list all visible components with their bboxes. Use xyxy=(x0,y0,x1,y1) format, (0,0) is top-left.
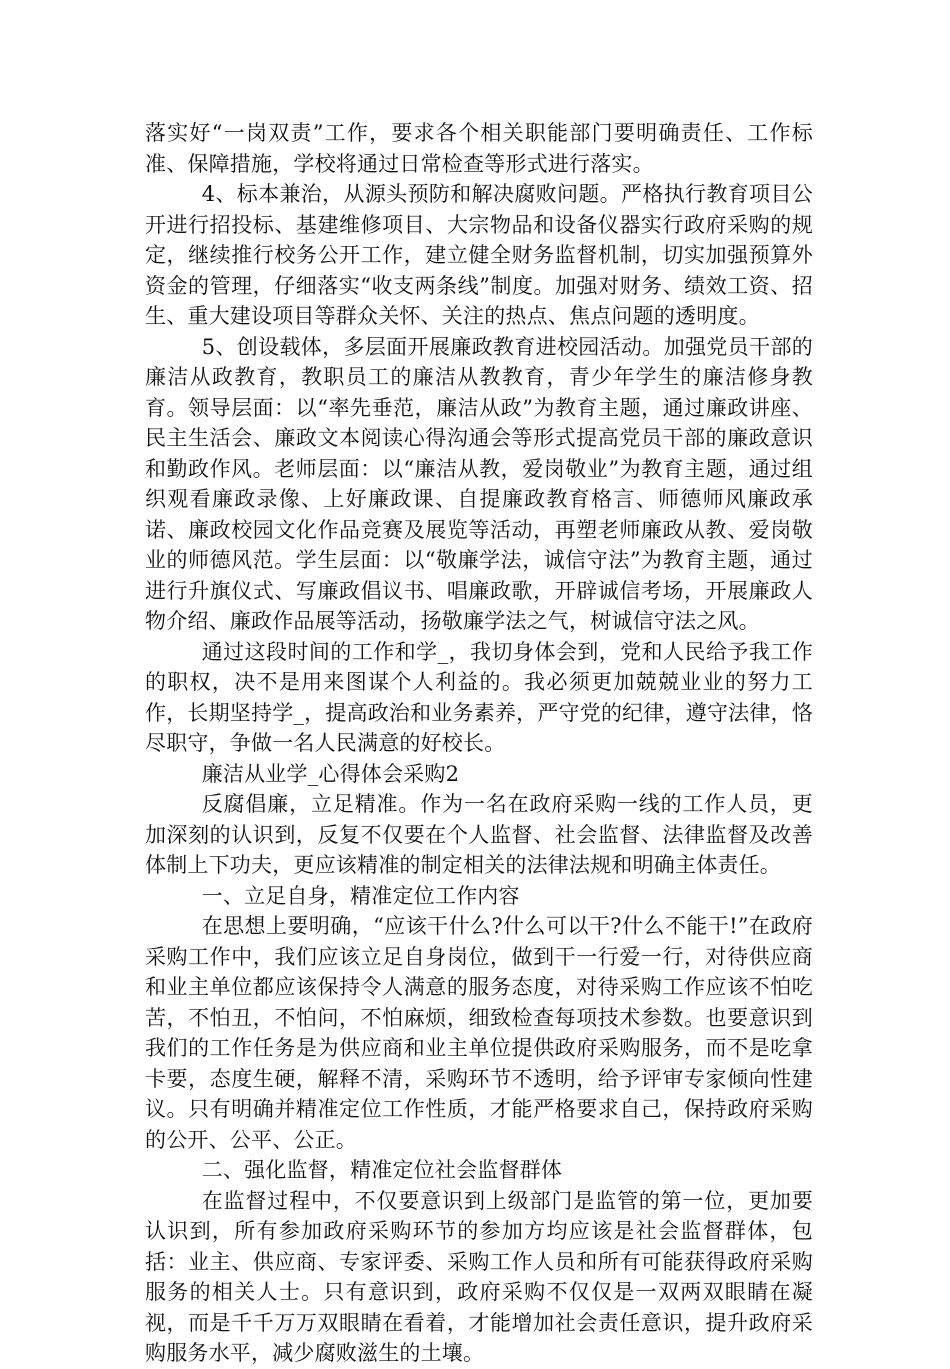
paragraph-intro: 反腐倡廉，立足精准。作为一名在政府采购一线的工作人员，更加深刻的认识到，反复不仅要在个人监督、社会监督、法律监督及改善体制上下功夫，更应该精准的制定相关的法律法规和明确主体责任。 xyxy=(145,792,813,877)
section-title: 廉洁从业学_心得体会采购2 xyxy=(201,761,460,786)
paragraph-one-body: 在思想上要明确，“应该干什么?什么可以干?什么不能干!”在政府采购工作中，我们应该立足自身岗位，做到干一行爱一行，对待供应商和业主单位都应该保持令人满意的服务态度，对待采购工作应该不怕吃苦，不怕丑，不怕问，不怕麻烦，细致检查每项技术参数。也要意识到我们的工作任务是为供应商和业主单位提供政府采购服务，而不是吃拿卡要，态度生硬，解释不清，采购环节不透明，给予评审专家倾向性建议。只有明确并精准定位工作性质，才能严格要求自己，保持政府采购的公开、公平、公正。 xyxy=(145,914,813,1152)
document-page xyxy=(145,118,813,1369)
paragraph-item-4: 4、标本兼治，从源头预防和解决腐败问题。严格执行教育项目公开进行招投标、基建维修项目、大宗物品和设备仪器实行政府采购的规定，继续推行校务公开工作，建立健全财务监督机制，切实加强预算外资金的管理，仔细落实“收支两条线”制度。加强对财务、绩效工资、招生、重大建设项目等群众关怀、关注的热点、焦点问题的透明度。 xyxy=(145,182,813,328)
heading-two: 二、强化监督，精准定位社会监督群体 xyxy=(201,1158,563,1182)
paragraph-continuation: 落实好“一岗双责”工作，要求各个相关职能部门要明确责任、工作标准、保障措施，学校将通过日常检查等形式进行落实。 xyxy=(145,121,813,176)
paragraph-conclusion: 通过这段时间的工作和学_，我切身体会到，党和人民给予我工作的职权，决不是用来图谋个人利益的。我必须更加兢兢业业的努力工作，长期坚持学_，提高政治和业务素养，严守党的纪律，遵守法律，恪尽职守，争做一名人民满意的好校长。 xyxy=(145,639,813,755)
heading-one: 一、立足自身，精准定位工作内容 xyxy=(201,883,520,908)
paragraph-item-5: 5、创设载体，多层面开展廉政教育进校园活动。加强党员干部的廉洁从政教育，教职员工的廉洁从教教育，青少年学生的廉洁修身教育。领导层面：以“率先垂范，廉洁从政”为教育主题，通过廉政讲座、民主生活会、廉政文本阅读心得沟通会等形式提高党员干部的廉政意识和勤政作风。老师层面：以“廉洁从教，爱岗敬业”为教育主题，通过组织观看廉政录像、上好廉政课、自提廉政教育格言、师德师风廉政承诺、廉政校园文化作品竞赛及展览等活动，再塑老师廉政从教、爱岗敬业的师德风范。学生层面：以“敬廉学法，诚信守法”为教育主题，通过进行升旗仪式、写廉政倡议书、唱廉政歌，开辟诚信考场，开展廉政人物介绍、廉政作品展等活动，扬敬廉学法之气，树诚信守法之风。 xyxy=(145,334,813,633)
paragraph-two-body: 在监督过程中，不仅要意识到上级部门是监管的第一位，更加要认识到，所有参加政府采购环节的参加方均应该是社会监督群体，包括：业主、供应商、专家评委、采购工作人员和所有可能获得政府采购服务的相关人士。只有意识到，政府采购不仅仅是一双两双眼睛在凝视，而是千千万万双眼睛在看着，才能增加社会责任意识，提升政府采购服务水平，减少腐败滋生的土壤。 xyxy=(145,1188,813,1365)
